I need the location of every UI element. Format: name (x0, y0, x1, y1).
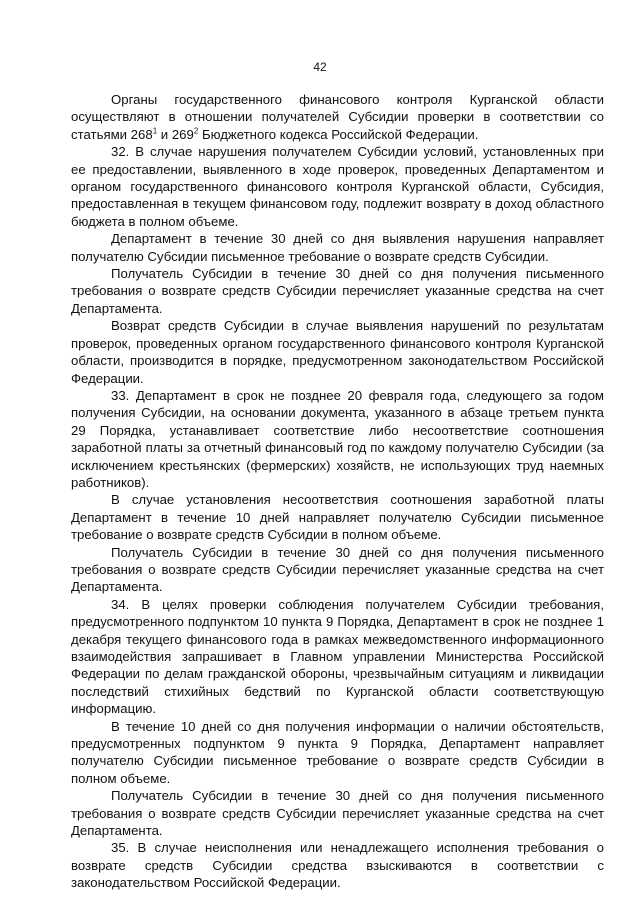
paragraph: Получатель Субсидии в течение 30 дней со дня получения письменного требования о возврате средств Субсидии перечисляет указанные средства на счет Департамента. (71, 788, 604, 839)
paragraph-35: 35. В случае неисполнения или ненадлежащего исполнения требования о возврате средств Субсидии средства взыскиваются в соответствии с законодательством Российской Федерации. (71, 840, 604, 891)
superscript: 2 (193, 126, 199, 136)
paragraph: В случае установления несоответствия соотношения заработной платы Департамент в течение 10 дней направляет получателю Субсидии письменное требование о возврате средств Субсидии в полном объеме. (71, 492, 604, 543)
paragraph: Возврат средств Субсидии в случае выявления нарушений по результатам проверок, проведенных органом государственного финансового контроля Курганской области, производится в порядке, предусмотренном законодательством Российской Федерации. (71, 318, 604, 386)
paragraph: В течение 10 дней со дня получения информации о наличии обстоятельств, предусмотренных подпунктом 9 пункта 9 Порядка, Департамент направляет получателю Субсидии письменное требование о возврате средств Субсидии в полном объеме. (71, 718, 604, 786)
paragraph-34: 34. В целях проверки соблюдения получателем Субсидии требования, предусмотренного подпунктом 10 пункта 9 Порядка, Департамент в срок не позднее 1 декабря текущего финансового года в рамках межведомственного информационного взаимодействия запрашивает в Главном управлении Министерства Российской Федерации по делам гражданской обороны, чрезвычайным ситуациям и ликвидации последствий стихийных бедствий по Курганской области соответствующую информацию. (71, 596, 604, 717)
paragraph: Получатель Субсидии в течение 30 дней со дня получения письменного требования о возврате средств Субсидии перечисляет указанные средства на счет Департамента. (71, 266, 604, 316)
paragraph-32: 32. В случае нарушения получателем Субсидии условий, установленных при ее предоставлении, выявленного в ходе проверок, проведенных Департаментом и органом государственного финансового контроля Курганской области, Субсидия, предоставленная в текущем финансовом году, подлежит возврату в доход областного бюджета в полном объеме. (71, 144, 604, 229)
paragraph: Получатель Субсидии в течение 30 дней со дня получения письменного требования о возврате средств Субсидии перечисляет указанные средства на счет Департамента. (71, 544, 604, 595)
page-number: 42 (313, 60, 327, 74)
document-body (71, 91, 604, 892)
paragraph: Департамент в течение 30 дней со дня выявления нарушения направляет получателю Субсидии письменное требование о возврате средств Субсидии. (71, 231, 604, 264)
intro-lead: Органы государственного финансового контроля Курганской области осуществляют в отношении получателей Субсидии проверки в соответствии со статьями 268 (71, 92, 604, 142)
paragraph-33: 33. Департамент в срок не позднее 20 февраля года, следующего за годом получения Субсидии, на основании документа, указанного в абзаце третьем пункта 29 Порядка, устанавливает соответствие либо несоответствие соотношения заработной платы за отчетный финансовый год по каждому получателю Субсидии (за исключением крестьянских (фермерских) хозяйств, не использующих труд наемных работников). (71, 387, 604, 490)
intro-mid: и 269 (157, 126, 194, 142)
superscript: 1 (152, 126, 158, 136)
intro-tail: Бюджетного кодекса Российской Федерации. (198, 126, 479, 142)
paragraph-intro (71, 91, 604, 143)
